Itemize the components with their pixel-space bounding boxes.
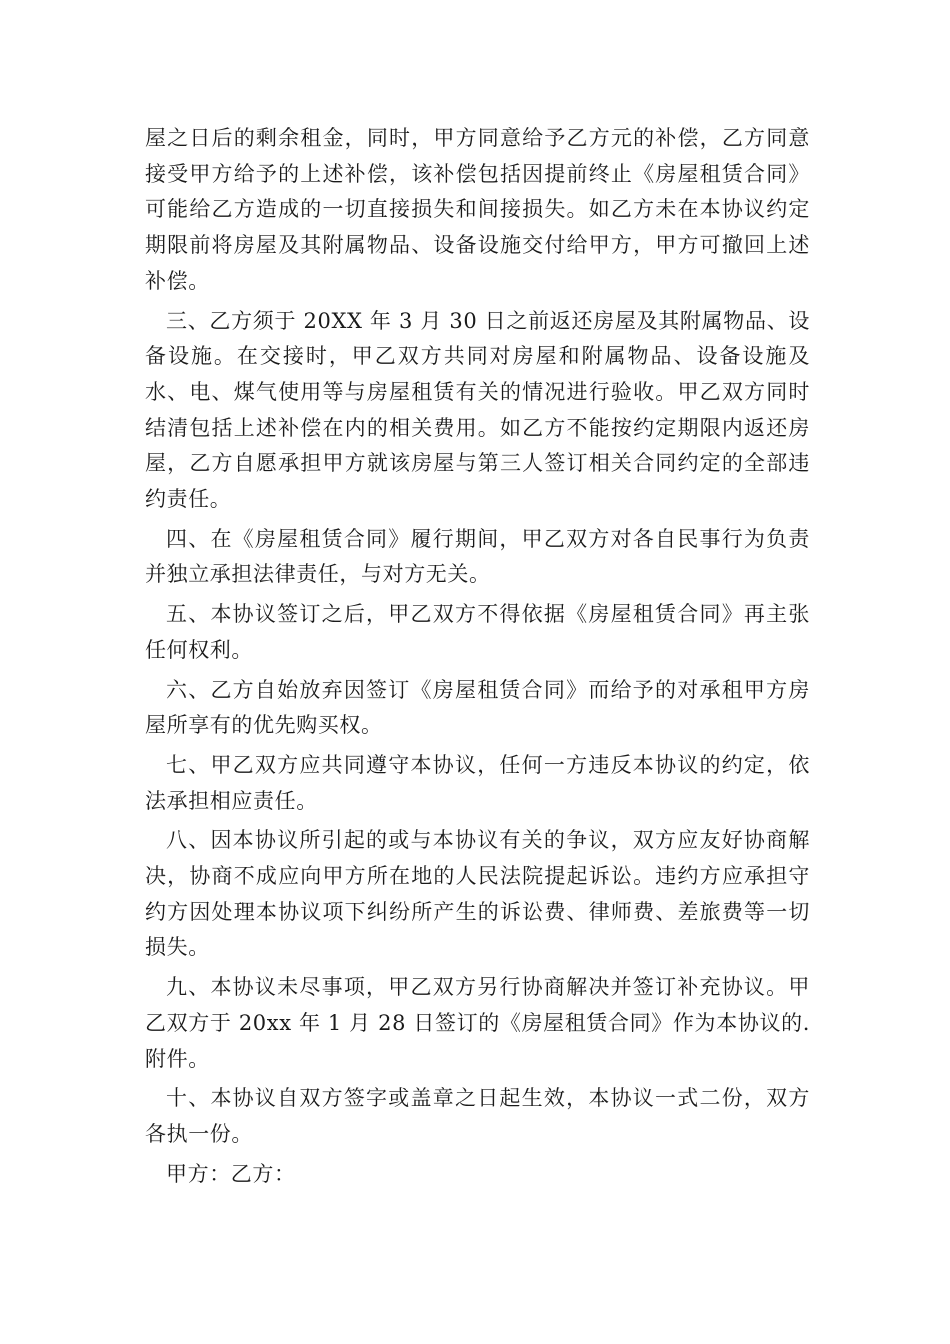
clause-5: 五、本协议签订之后，甲乙双方不得依据《房屋租赁合同》再主张任何权利。 — [145, 602, 810, 662]
clause-8: 八、因本协议所引起的或与本协议有关的争议，双方应友好协商解决，协商不成应向甲方所在地的人民法院提起诉讼。违约方应承担守约方因处理本协议项下纠纷所产生的诉讼费、律师费、差旅费等一切损失。 — [145, 828, 810, 960]
clause-10: 十、本协议自双方签字或盖章之日起生效，本协议一式二份，双方各执一份。 — [145, 1086, 810, 1146]
clause-6: 六、乙方自始放弃因签订《房屋租赁合同》而给予的对承租甲方房屋所享有的优先购买权。 — [145, 677, 810, 738]
clause-9: 九、本协议未尽事项，甲乙双方另行协商解决并签订补充协议。甲乙双方于 20xx 年 1 月 28 日签订的《房屋租赁合同》作为本协议的.附件。 — [145, 975, 810, 1071]
clause-3: 三、乙方须于 20XX 年 3 月 30 日之前返还房屋及其附属物品、设备设施。在交接时，甲乙双方共同对房屋和附属物品、设备设施及水、电、煤气使用等与房屋租赁有关的情况进行验收。甲乙双方同时结清包括上述补偿在内的相关费用。如乙方不能按约定期限内返还房屋，乙方自愿承担甲方就该房屋与第三人签订相关合同约定的全部违约责任。 — [145, 308, 810, 512]
signature-line: 甲方：乙方： — [166, 1161, 296, 1186]
clause-7: 七、甲乙双方应共同遵守本协议，任何一方违反本协议的约定，依法承担相应责任。 — [145, 752, 810, 813]
document-body — [145, 121, 810, 1196]
paragraph-continuation: 屋之日后的剩余租金，同时，甲方同意给予乙方元的补偿，乙方同意接受甲方给予的上述补偿，该补偿包括因提前终止《房屋租赁合同》可能给乙方造成的一切直接损失和间接损失。如乙方未在本协议约定期限前将房屋及其附属物品、设备设施交付给甲方，甲方可撤回上述补偿。 — [145, 126, 810, 293]
clause-4: 四、在《房屋租赁合同》履行期间，甲乙双方对各自民事行为负责并独立承担法律责任，与对方无关。 — [145, 526, 810, 587]
